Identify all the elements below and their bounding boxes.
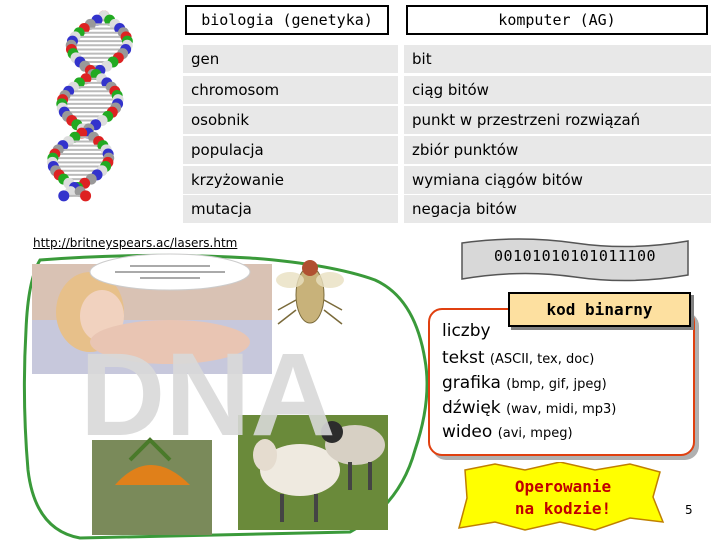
formula-bubble-icon (90, 254, 250, 290)
data-type-item (442, 348, 594, 368)
data-type-formats: (bmp, gif, jpeg) (506, 377, 607, 392)
bitstring-text: 00101010101011100 (493, 247, 657, 265)
data-type-formats: (ASCII, tex, doc) (489, 352, 595, 367)
table-cell-comp: wymiana ciągów bitów (404, 166, 711, 194)
data-type-item (442, 321, 491, 341)
data-type-name: wideo (442, 422, 493, 442)
data-type-formats: (avi, mpeg) (497, 426, 573, 441)
table-header-biology: biologia (genetyka) (185, 5, 389, 35)
page-number: 5 (685, 503, 693, 517)
table-cell-comp: bit (404, 45, 711, 73)
table-cell-comp: punkt w przestrzeni rozwiązań (404, 106, 711, 134)
table-cell-bio: populacja (183, 136, 398, 164)
dna-helix-icon (14, 8, 164, 208)
source-link[interactable]: http://britneyspears.ac/lasers.htm (33, 236, 238, 250)
comparison-table (183, 5, 711, 223)
binary-code-label: kod binarny (508, 292, 691, 327)
table-cell-bio: osobnik (183, 106, 398, 134)
operations-text (478, 476, 648, 520)
dna-word: DNA (80, 329, 336, 461)
table-cell-bio: chromosom (183, 76, 398, 104)
table-cell-bio: gen (183, 45, 398, 73)
table-cell-comp: ciąg bitów (404, 76, 711, 104)
data-type-formats: (wav, midi, mp3) (506, 402, 617, 417)
data-type-item (442, 422, 573, 442)
table-header-computer: komputer (AG) (406, 5, 708, 35)
data-type-item (442, 373, 607, 393)
table-cell-comp: negacja bitów (404, 195, 711, 223)
table-cell-bio: mutacja (183, 195, 398, 223)
operations-line-2: na kodzie! (514, 499, 612, 518)
data-type-name: tekst (442, 348, 485, 368)
operations-line-1: Operowanie (514, 477, 612, 496)
data-type-name: grafika (442, 373, 501, 393)
data-type-name: dźwięk (442, 398, 501, 418)
table-cell-bio: krzyżowanie (183, 166, 398, 194)
data-type-name: liczby (442, 321, 491, 341)
table-cell-comp: zbiór punktów (404, 136, 711, 164)
media-collage (20, 250, 435, 540)
data-type-item (442, 398, 616, 418)
